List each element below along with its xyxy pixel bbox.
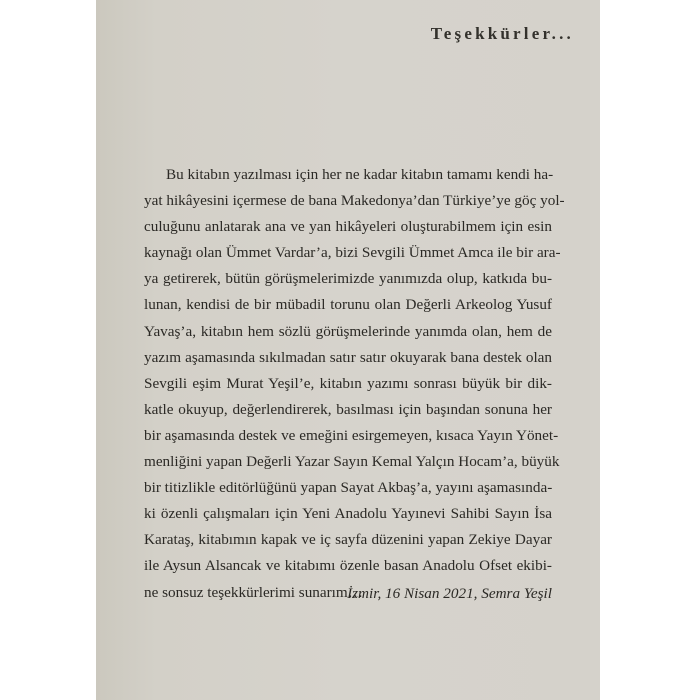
acknowledgement-paragraph [144, 162, 565, 606]
page-title: Teşekkürler... [430, 24, 574, 43]
paragraph-line: Sevgili eşim Murat Yeşil’e, kitabın yazımı sonrası büyük bir dik- [144, 374, 552, 392]
paragraph-line: bir titizlikle editörlüğünü yapan Sayat Akbaş’a, yayını aşamasında- [144, 479, 553, 497]
signature-line: İzmir, 16 Nisan 2021, Semra Yeşil [347, 585, 552, 602]
paragraph-line: katle okuyup, değerlendirerek, basılması için başından sonuna her [144, 400, 552, 418]
paragraph-line: culuğunu anlatarak ana ve yan hikâyeleri oluşturabilmem için esin [144, 218, 552, 236]
paragraph-line: menliğini yapan Değerli Yazar Sayın Kemal Yalçın Hocam’a, büyük [144, 453, 560, 471]
paragraph-line: bir aşamasında destek ve emeğini esirgemeyen, kısaca Yayın Yönet- [144, 426, 559, 444]
paragraph-line: Bu kitabın yazılması için her ne kadar kitabın tamamı kendi ha- [166, 166, 554, 183]
paragraph-line: ile Aysun Alsancak ve kitabımı özenle basan Anadolu Ofset ekibi- [144, 557, 552, 575]
paragraph-line: kaynağı olan Ümmet Vardar’a, bizi Sevgili Ümmet Amca ile bir ara- [144, 244, 561, 262]
paragraph-line: ne sonsuz teşekkürlerimi sunarım… [144, 583, 363, 601]
paragraph-line: lunan, kendisi de bir mübadil torunu olan Değerli Arkeolog Yusuf [144, 296, 552, 314]
paragraph-line: yazım aşamasında sıkılmadan satır satır okuyarak bana destek olan [144, 348, 552, 366]
paragraph-line: yat hikâyesini içermese de bana Makedonya’dan Türkiye’ye göç yol- [144, 192, 565, 210]
paragraph-line: Yavaş’a, kitabın hem sözlü görüşmelerinde yanımda olan, hem de [144, 322, 552, 340]
paragraph-line: ki özenli çalışmaları için Yeni Anadolu Yayınevi Sahibi Sayın İsa [144, 505, 552, 523]
paragraph-line: Karataş, kitabımın kapak ve iç sayfa düzenini yapan Zekiye Dayar [144, 531, 552, 549]
book-page [96, 0, 600, 700]
paragraph-line: ya getirerek, bütün görüşmelerimizde yanımızda olup, katkıda bu- [144, 270, 552, 288]
